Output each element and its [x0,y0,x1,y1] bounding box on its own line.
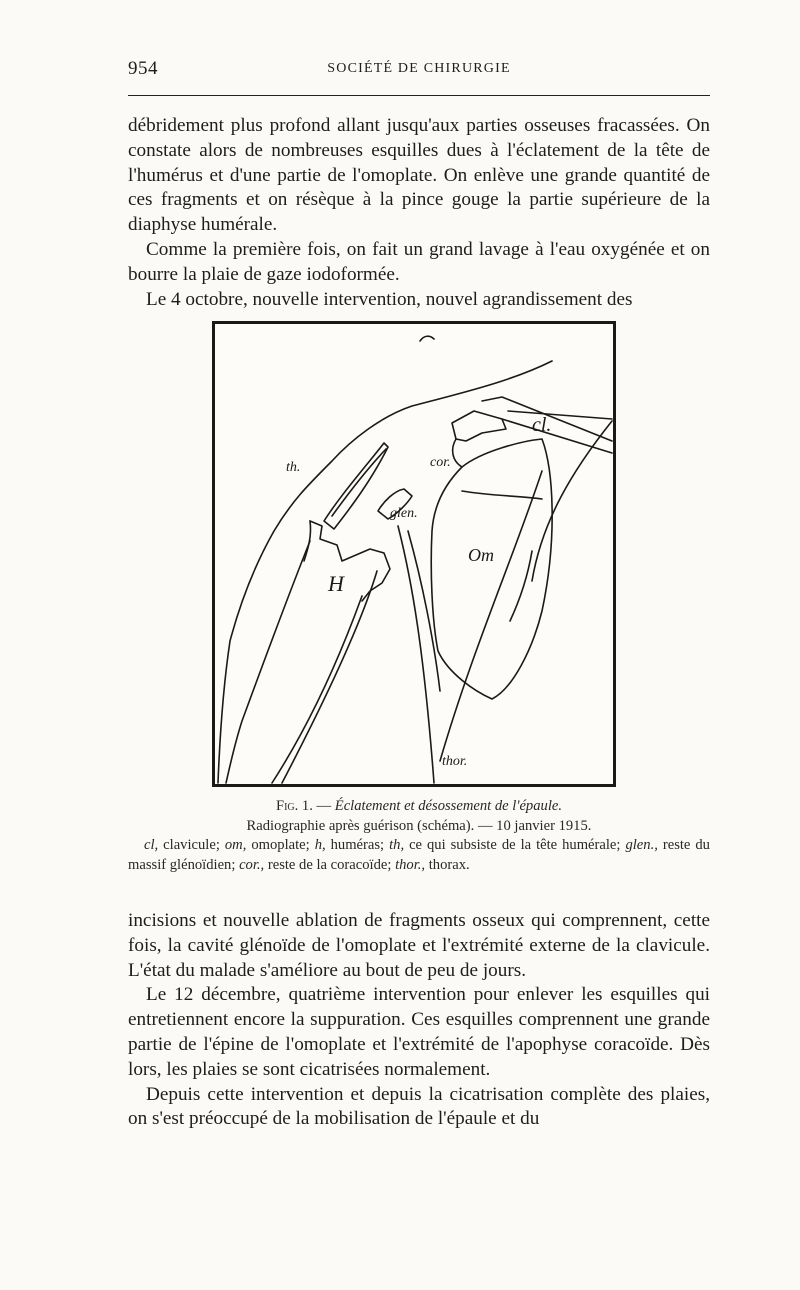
legend-abbr: h, [314,837,326,854]
figure-caption [128,797,710,875]
legend-abbr: thor., [395,856,426,873]
caption-title: Éclatement et désossement de l'épaule. [334,798,563,814]
legend-text: thorax. [425,856,470,873]
legend-abbr: glen., [625,837,658,854]
legend-abbr: om, [224,837,247,854]
legend-abbr: cor., [239,856,265,873]
paragraph: Comme la première fois, on fait un grand lavage à l'eau oxygénée et on bourre la plaie de gaze iodoformée. [128,238,710,285]
paragraph: Depuis cette intervention et depuis la cicatrisation complète des plaies, on s'est préoccupé de la mobilisation de l'épaule et du [128,1083,710,1130]
running-title: SOCIÉTÉ DE CHIRURGIE [327,61,511,76]
legend-text: reste de la coracoïde; [264,856,396,873]
label-thorax: thor. [442,754,468,769]
label-glenoid: glen. [390,506,418,521]
body-text-top [128,114,710,312]
paragraph: incisions et nouvelle ablation de fragments osseux qui comprennent, cette fois, la cavité glénoïde de l'omoplate et l'extrémité externe de la clavicule. L'état du malade s'améliore au bout de peu de jours. [128,910,710,981]
legend-text: huméras; [325,837,390,854]
caption-subtitle: Radiographie après guérison (schéma). — 10 janvier 1915. [246,817,592,834]
paragraph: Le 4 octobre, nouvelle intervention, nouvel agrandissement des [146,288,633,310]
figure-number: Fig. 1. [275,798,313,814]
page-header [128,58,710,82]
legend-text: omoplate; [246,837,315,854]
legend-text: reste du massif glénoïdien; [128,837,710,873]
label-thorax-head: th. [286,460,301,475]
page-number: 954 [128,58,158,79]
label-humerus: H [328,571,344,596]
caption-legend [128,836,710,875]
label-omoplate: Om [468,545,494,565]
legend-text: clavicule; [158,837,225,854]
legend-abbr: cl, [144,837,159,854]
body-text-bottom [128,909,710,1132]
caption-dash: — [312,798,335,814]
label-coracoid: cor. [430,455,451,470]
caption-title-line [128,797,710,817]
header-rule [128,95,710,96]
legend-abbr: th, [389,837,405,854]
paragraph: débridement plus profond allant jusqu'aux parties osseuses fracassées. On constate alors de nombreuses esquilles dues à l'éclatement de la tête de l'humérus et d'une partie de l'omoplate. On enlève une grande quantité de ces fragments et on résèque à la pince gouge la partie supérieure de la diaphyse humérale. [128,115,710,236]
legend-text: ce qui subsiste de la tête humérale; [404,837,626,854]
label-clavicle: cl. [532,414,552,436]
paragraph: Le 12 décembre, quatrième intervention pour enlever les esquilles qui entretiennent encore la suppuration. Ces esquilles comprennent une grande partie de l'épine de l'omoplate et l'extrémité de l'apophyse coracoïde. Dès lors, les plaies se sont cicatrisées normalement. [128,984,710,1080]
radiograph-schematic-figure [212,321,616,787]
shoulder-drawing [212,321,616,787]
